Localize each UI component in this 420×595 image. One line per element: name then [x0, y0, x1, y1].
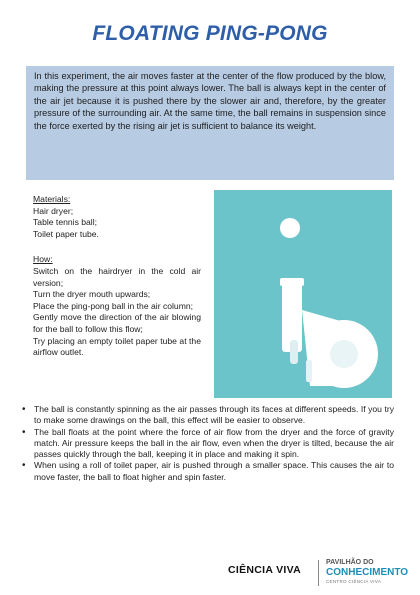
footer-divider — [318, 560, 319, 586]
how-list — [33, 266, 201, 359]
list-item: Table tennis ball; — [33, 217, 98, 228]
instructions-column — [33, 194, 201, 359]
list-item: Place the ping-pong ball in the air column; — [33, 300, 194, 311]
materials-heading: Materials: — [33, 194, 71, 204]
hair-dryer-illustration — [214, 190, 392, 398]
explanation-list — [22, 404, 394, 483]
hair-dryer-icon — [280, 278, 378, 388]
list-item: Toilet paper tube. — [33, 228, 99, 239]
list-item: Switch on the hairdryer in the cold air version; — [33, 265, 201, 288]
intro-box: In this experiment, the air moves faster at the center of the flow produced by the blow, making the pressure at this point always lower. The ball is always kept in the center of the air jet because it is pushed there by the slower air and, therefore, by the greater pressure of the surrounding air. At the same time, the ball remains in suspension since the force exerted by the rising air jet is sufficient to balance its weight. — [26, 66, 394, 180]
materials-section — [33, 194, 201, 240]
page-title: FLOATING PING-PONG — [92, 22, 328, 45]
list-item: Hair dryer; — [33, 205, 74, 216]
list-item: Gently move the direction of the air blowing for the ball to follow this flow; — [33, 312, 201, 334]
how-section — [33, 254, 201, 358]
bullet-icon: • — [22, 404, 26, 415]
ciencia-viva-logo: CIÊNCIA VIVA — [228, 564, 302, 576]
bullet-icon: • — [22, 426, 26, 438]
pavilhao-logo: PAVILHÃO DO CONHECIMENTO CENTRO CIÊNCIA VIVA — [326, 559, 409, 584]
bullet-icon: • — [22, 460, 26, 472]
illustration-panel — [214, 190, 392, 398]
list-item: • The ball floats at the point where the force of air flow from the dryer and the force of gravity match. Air pressure keeps the ball in the air flow, even when the dryer is tilted, because the air passes quickly through the ball, keeping it in place and making it spin. — [22, 426, 394, 460]
list-item: • The ball is constantly spinning as the air passes through its faces at different speeds. If you try to make some drawings on the ball, this effect will be easier to observe. — [22, 404, 394, 426]
ping-pong-ball-icon — [280, 218, 300, 238]
footer — [0, 552, 420, 595]
list-item: • When using a roll of toilet paper, air is pushed through a smaller space. This causes the air to move faster, the ball to float higher and spin faster. — [22, 460, 394, 482]
list-item: Try placing an empty toilet paper tube at the airflow outlet. — [33, 335, 201, 358]
how-heading: How: — [33, 254, 53, 265]
list-item: Turn the dryer mouth upwards; — [33, 289, 151, 300]
materials-list — [33, 206, 201, 241]
